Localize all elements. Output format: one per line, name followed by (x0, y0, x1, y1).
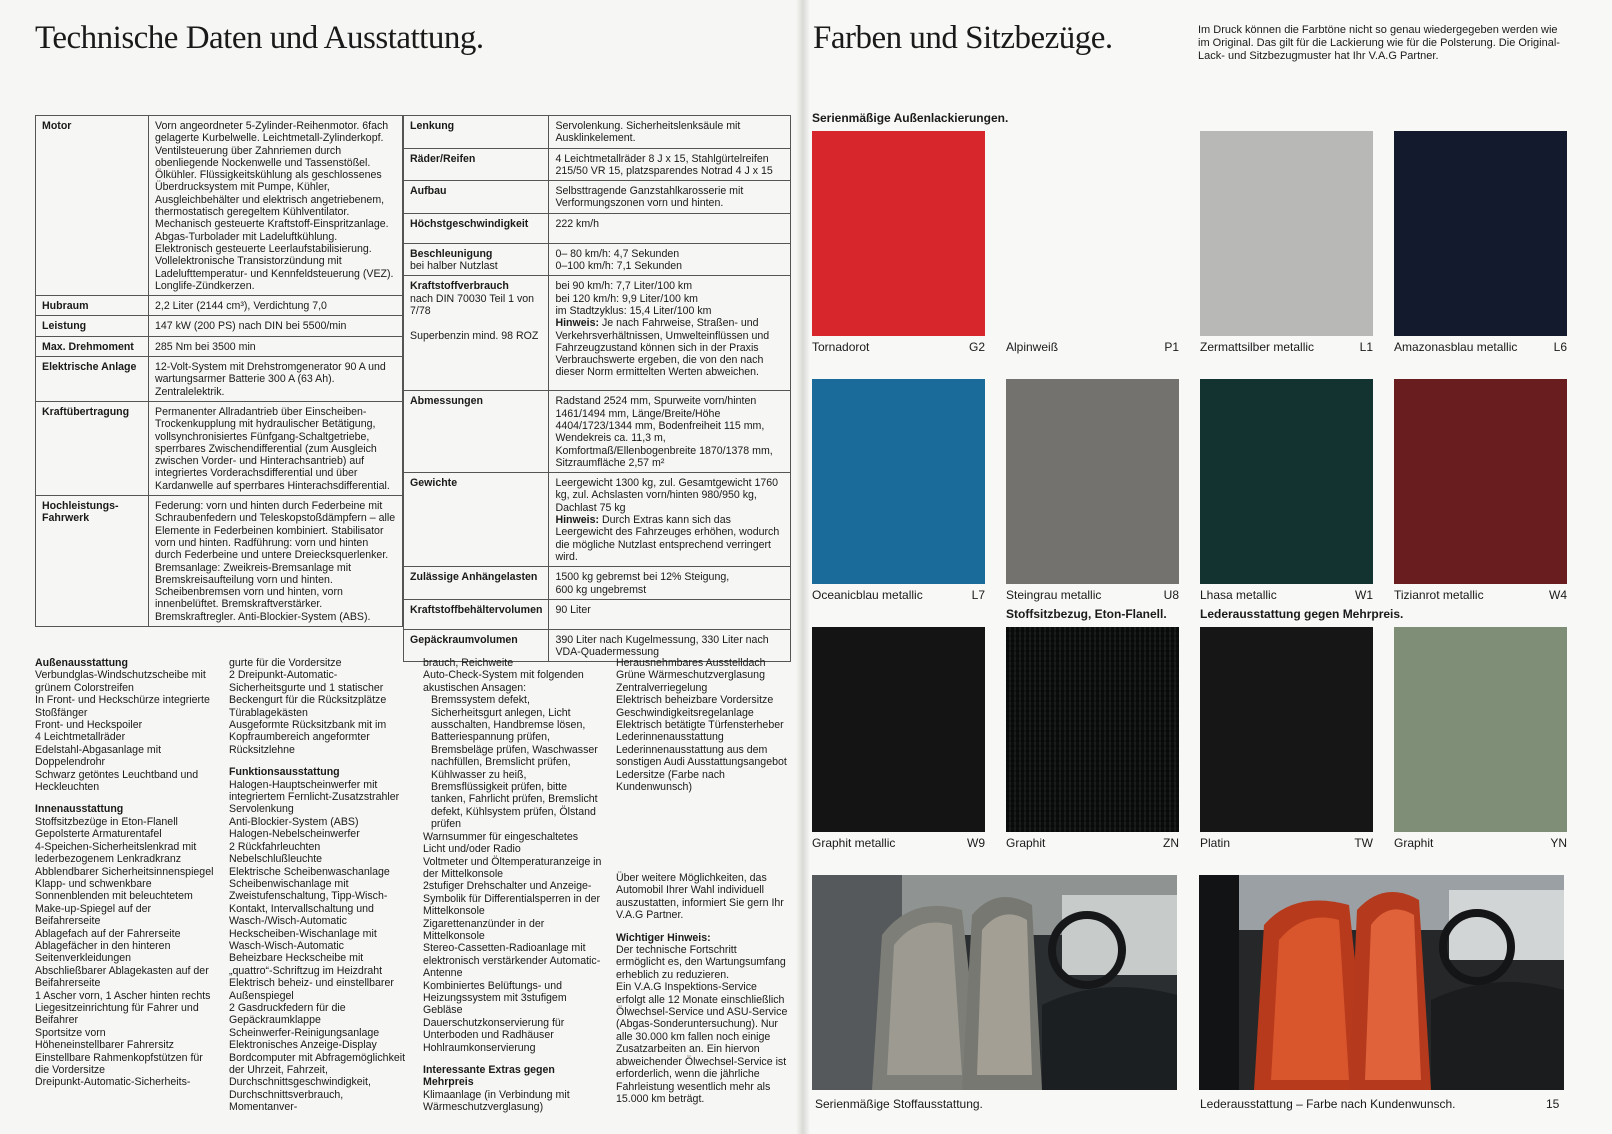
equipment-item: Halogen-Hauptscheinwerfer mit integriertem Fernlicht-Zusatzstrahler (229, 778, 400, 804)
equipment-heading: Funktionsausstattung (229, 766, 340, 779)
equipment-item: 1 Ascher vorn, 1 Ascher hinten rechts (35, 989, 211, 1002)
equipment-item: Ablagefächer in den hinteren Seitenverkleidungen (35, 939, 171, 965)
equipment-item: Hohlraumkonservierung (423, 1041, 536, 1054)
equipment-item: Türablagekästen (229, 706, 308, 719)
spec-table-left (35, 115, 403, 627)
swatch-caption (1006, 836, 1179, 850)
spec-label: Kraftübertragung (36, 401, 149, 495)
spec-row (404, 148, 791, 181)
spec-value: Federung: vorn und hinten durch Federbeine mit Schraubenfedern und Teleskopstoßdämpfern – alle Elemente in Federbeinen kombiniert. Stabilisator vorn und hinten. Radführung: vorn und hinten durch Federbeine und untere Dreiecksquerlenker. Bremsanlage: Zweikreis-Bremsanlage mit Bremskreisaufteilung vorn und hinten. Scheibenbremsen vorn und hinten, vorn innenbelüftet. Bremskraftverstärker. Bremskraftregler. Anti-Blockier-System (ABS). (149, 496, 403, 627)
section-heading-paint: Serienmäßige Außenlackierungen. (812, 111, 1009, 125)
equipment-item: Grüne Wärmeschutzverglasung (616, 669, 765, 682)
swatch-caption (1200, 836, 1373, 850)
spec-label-sub: bei halber Nutzlast (410, 260, 498, 273)
spec-label (404, 567, 549, 600)
equipment-item: Einstellbare Rahmenkopfstützen für die Vordersitze (35, 1051, 203, 1076)
spec-row (404, 276, 791, 391)
equipment-item: Gepolsterte Armaturentafel (35, 828, 162, 841)
spec-value-text: 390 Liter nach Kugelmessung, 330 Liter nach VDA-Quadermessung (555, 633, 769, 659)
swatch-name: Steingrau metallic (1006, 588, 1102, 602)
spec-row (36, 336, 403, 356)
equipment-item: Dauerschutzkonservierung für Unterboden und Radhäuser (423, 1016, 565, 1042)
equipment-heading: Innenausstattung (35, 803, 124, 816)
spec-label-text: Höchstgeschwindigkeit (410, 217, 529, 230)
color-swatch (1200, 627, 1373, 832)
spec-row (404, 181, 791, 214)
equipment-column-2 (229, 657, 409, 1114)
spec-value-text: bei 90 km/h: 7,7 Liter/100 km bei 120 km/h: 9,9 Liter/100 km im Stadtzyklus: 15,4 Liter/100 km (555, 280, 712, 317)
spec-label-text: Gepäckraumvolumen (410, 633, 518, 646)
spec-label-sub: nach DIN 70030 Teil 1 von 7/78 Superbenzin mind. 98 ROZ (410, 292, 539, 342)
equipment-item: Lederinnenausstattung (616, 731, 724, 744)
spec-value (549, 599, 791, 629)
equipment-item: Bordcomputer mit Abfragemöglichkeit der Uhrzeit, Fahrzeit, Durchschnittsgeschwindigkeit, Durchschnittsverbrauch, Momentanver- (229, 1051, 406, 1114)
spec-label (404, 116, 549, 149)
spec-label-text: Räder/Reifen (410, 152, 476, 165)
equipment-item: Bremssystem defekt, Sicherheitsgurt anlegen, Licht ausschalten, Handbremse lösen, Batteriespannung prüfen, Bremsbeläge prüfen, Waschwasser nachfüllen, Bremslicht prüfen, Kühlwasser zu heiß, Bremsflüssigkeit prüfen, bitte tanken, Fahrlicht prüfen, Bremslicht defekt, Kühlsystem prüfen, Ölstand prüfen (431, 694, 598, 831)
equipment-item: Zigarettenanzünder in der Mittelkonsole (423, 917, 545, 942)
spec-row (36, 496, 403, 627)
spec-row (404, 473, 791, 567)
spec-row (36, 296, 403, 316)
equipment-item: Elektrisch beheiz- und einstellbarer Außenspiegel (229, 977, 394, 1002)
leather-interior-image (1199, 875, 1564, 1090)
spec-value-text: Servolenkung. Sicherheitslenksäule mit Ausklinkelement. (555, 120, 741, 145)
swatch-caption (812, 588, 985, 602)
spec-value: Permanenter Allradantrieb über Einscheiben-Trockenkupplung mit hydraulischer Betätigung, vollsynchronisiertes Fünfgang-Schaltgetriebe, sperrbares Zwischendifferential (zum Ausgleich zwischen Vorder- und Hinterachsantrieb) auf integriertes Vorderachsdifferential und über Kardanwelle auf sperrbares Hinterachsdifferential. (149, 401, 403, 495)
spec-value-text: Leergewicht 1300 kg, zul. Gesamtgewicht 1760 kg, zul. Achslasten vorn/hinten 980/950 kg, Dachlast 75 kg (555, 477, 779, 514)
equipment-item: Klimaanlage (in Verbindung mit Wärmeschutzverglasung) (423, 1088, 570, 1114)
spec-value (549, 391, 791, 473)
spec-label: Hochleistungs-Fahrwerk (36, 496, 149, 627)
swatch-name: Graphit metallic (812, 836, 896, 850)
spec-value: 147 kW (200 PS) nach DIN bei 5500/min (149, 316, 403, 336)
swatch-name: Zermattsilber metallic (1200, 340, 1315, 354)
spec-label (404, 473, 549, 567)
spec-value: 12-Volt-System mit Drehstromgenerator 90 A und wartungsarmer Batterie 300 A (63 Ah). Zentralelektrik. (149, 357, 403, 402)
swatch-name: Tornadorot (812, 340, 870, 354)
spec-label-text: Aufbau (410, 185, 447, 198)
spec-value-text: 1500 kg gebremst bei 12% Steigung, 600 kg ungebremst (555, 571, 730, 596)
spec-table-right (403, 115, 791, 662)
spec-value-text: Selbsttragende Ganzstahlkarosserie mit Verformungszonen vorn und hinten. (555, 185, 744, 210)
spec-label: Leistung (36, 316, 149, 336)
equipment-item: Abschließbarer Ablagekasten auf der Beifahrerseite (35, 964, 209, 990)
equipment-item: Ein V.A.G Inspektions-Service erfolgt alle 12 Monate einschließlich Ölwechsel-Service und ASU-Service (Abgas-Sonderuntersuchung). Nur alle 30.000 km fallen noch einige Zusatzarbeiten an. Ein hiervon abweichender Ölwechsel-Service ist erforderlich, wenn die jährliche Fahrleistung wesentlich mehr als 15.000 km beträgt. (616, 981, 788, 1105)
equipment-item: Ausgeformte Rücksitzbank mit im Kopfraumbereich angeformter Rücksitzlehne (229, 719, 387, 756)
spec-label-text: Zulässige Anhängelasten (410, 571, 538, 584)
equipment-column-4 (616, 657, 788, 793)
swatch-name: Alpinweiß (1006, 340, 1059, 354)
equipment-item: Elektrisch betätigte Türfensterheber (616, 719, 784, 732)
swatch-name: Lhasa metallic (1200, 588, 1277, 602)
spec-label: Max. Drehmoment (36, 336, 149, 356)
equipment-column-3 (423, 657, 603, 1114)
swatch-caption (1006, 340, 1179, 354)
equipment-item: Liegesitzeinrichtung für Fahrer und Beifahrer (35, 1001, 199, 1027)
spec-label: Elektrische Anlage (36, 357, 149, 402)
swatch-code: YN (1550, 836, 1567, 850)
cloth-interior-photo (812, 875, 1177, 1090)
equipment-item: Lederinnenausstattung aus dem sonstigen Audi Ausstattungsangebot (616, 743, 787, 769)
equipment-item: Elektronisches Anzeige-Display (229, 1039, 377, 1052)
swatch-caption (1394, 836, 1567, 850)
spec-value (549, 243, 791, 276)
equipment-item: Abblendbarer Sicherheitsinnenspiegel (35, 865, 214, 878)
spec-label: Motor (36, 116, 149, 296)
color-swatch (1006, 627, 1179, 832)
equipment-item: Höheneinstellbarer Fahrersitz (35, 1039, 174, 1052)
swatch-code: TW (1354, 836, 1373, 850)
equipment-item: Scheibenwischanlage mit Zweistufenschaltung, Tipp-Wisch-Kontakt, Intervallschaltung und Wasch-/Wisch-Automatic (229, 877, 388, 928)
page-title-right: Farben und Sitzbezüge. (813, 20, 1113, 56)
section-heading-fabric: Stoffsitzbezug, Eton-Flanell. (1006, 607, 1167, 621)
equipment-item: Stoffsitzbezüge in Eton-Flanell (35, 815, 178, 828)
spec-value-text: 90 Liter (555, 603, 591, 616)
equipment-item: 2 Dreipunkt-Automatic-Sicherheitsgurte und 1 statischer Beckengurt für die Rücksitzplätze (229, 669, 387, 707)
spec-value: 285 Nm bei 3500 min (149, 336, 403, 356)
equipment-item: Dreipunkt-Automatic-Sicherheits- (35, 1076, 191, 1089)
swatch-name: Graphit (1394, 836, 1434, 850)
swatch-code: U8 (1163, 588, 1179, 602)
spec-hint-label: Hinweis: (555, 317, 599, 330)
swatch-code: L6 (1553, 340, 1567, 354)
spec-label-text: Kraftstoffverbrauch (410, 280, 509, 293)
spec-label-text: Gewichte (410, 477, 458, 490)
spec-label-text: Kraftstoffbehältervolumen (410, 603, 543, 616)
leather-interior-photo (1199, 875, 1564, 1090)
equipment-item: 2 Rückfahrleuchten (229, 840, 321, 853)
swatch-name: Platin (1200, 836, 1231, 850)
equipment-item: Verbundglas-Windschutzscheibe mit grünem Colorstreifen (35, 669, 206, 694)
spec-value (549, 181, 791, 214)
color-swatch (1200, 131, 1373, 336)
color-swatch (1394, 379, 1567, 584)
equipment-item: Auto-Check-System mit folgenden akustischen Ansagen: (423, 669, 584, 694)
swatch-caption (1200, 340, 1373, 354)
equipment-item: Edelstahl-Abgasanlage mit Doppelendrohr (35, 743, 162, 769)
swatch-code: W1 (1355, 588, 1373, 602)
swatch-code: L1 (1359, 340, 1373, 354)
spec-value-text: 0– 80 km/h: 4,7 Sekunden 0–100 km/h: 7,1 Sekunden (555, 247, 683, 273)
page-gutter (796, 0, 810, 1134)
swatch-caption (1006, 588, 1179, 602)
spec-label (404, 148, 549, 181)
spec-value-text: 222 km/h (555, 217, 600, 230)
spec-hint-text: Durch Extras kann sich das Leergewicht des Fahrzeuges erhöhen, wodurch die mögliche Nutzlast entsprechend verringert wird. (555, 514, 780, 563)
equipment-item: Beheizbare Heckscheibe mit „quattro“-Schriftzug im Heizdraht (229, 952, 383, 977)
spec-label-text: Lenkung (410, 120, 455, 132)
spec-label (404, 243, 549, 276)
spec-value (549, 213, 791, 243)
color-print-note: Im Druck können die Farbtöne nicht so genau wiedergegeben werden wie im Original. Das gilt für die Lackierung wie für die Polsterung. Die Original-Lack- und Sitzbezugmuster hat Ihr V.A.G Partner. (1198, 24, 1560, 62)
spec-value-text: 4 Leichtmetallräder 8 J x 15, Stahlgürtelreifen 215/50 VR 15, platzsparendes Notrad 4 J x 15 (555, 152, 773, 177)
spec-row (404, 116, 791, 149)
spec-hint (555, 317, 784, 378)
equipment-heading: Interessante Extras gegen Mehrpreis (423, 1064, 555, 1089)
equipment-item: Voltmeter und Öltemperaturanzeige in der Mittelkonsole (423, 855, 602, 880)
spec-row (404, 243, 791, 276)
spec-label: Hubraum (36, 296, 149, 316)
color-swatch (1394, 131, 1567, 336)
equipment-item: 2 Gasdruckfedern für die Gepäckraumklappe (229, 1001, 346, 1027)
spec-value (549, 276, 791, 391)
equipment-item: Ledersitze (Farbe nach Kundenwunsch) (616, 768, 725, 794)
spec-label (404, 276, 549, 391)
spec-label (404, 599, 549, 629)
equipment-item: Nebelschlußleuchte (229, 853, 323, 866)
spec-row (404, 567, 791, 600)
swatch-caption (1394, 588, 1567, 602)
spec-row (404, 599, 791, 629)
color-swatch (1394, 627, 1567, 832)
swatch-code: P1 (1164, 340, 1179, 354)
equipment-item: 2stufiger Drehschalter und Anzeige-Symbolik für Differentialsperren in der Mittelkonsole (423, 880, 601, 918)
spec-row (36, 316, 403, 336)
equipment-item: 4-Speichen-Sicherheitslenkrad mit lederbezogenem Lenkradkranz (35, 840, 197, 866)
equipment-item: brauch, Reichweite (423, 657, 514, 669)
spec-hint-label: Hinweis: (555, 514, 599, 527)
equipment-column-1 (35, 657, 215, 1089)
color-swatch (1200, 379, 1373, 584)
spec-hint-text: Je nach Fahrweise, Straßen- und Verkehrsverhältnissen, Umwelteinflüssen und Fahrzeugzustand können sich in der Praxis Verbrauchswerte ergeben, die von den nach dieser Norm ermittelten Werten abweichen. (555, 317, 770, 379)
equipment-item: Sportsitze vorn (35, 1026, 106, 1039)
equipment-item: Warnsummer für eingeschaltetes Licht und/oder Radio (423, 830, 579, 856)
spec-row (36, 116, 403, 296)
swatch-caption (812, 340, 985, 354)
section-heading-leather: Lederausstattung gegen Mehrpreis. (1200, 607, 1404, 621)
equipment-heading: Wichtiger Hinweis: (616, 931, 711, 944)
equipment-item: Halogen-Nebelscheinwerfer (229, 828, 360, 841)
equipment-item: Zentralverriegelung (616, 681, 708, 694)
equipment-item: Klapp- und schwenkbare Sonnenblenden mit beleuchtetem Make-up-Spiegel auf der Beifahrerseite (35, 877, 193, 928)
equipment-column-4-notes (616, 872, 788, 1105)
page-number: 15 (1546, 1097, 1560, 1111)
swatch-caption (1394, 340, 1567, 354)
spec-value (549, 148, 791, 181)
spec-label (404, 181, 549, 214)
spec-label-text: Beschleunigung (410, 247, 493, 260)
swatch-caption (812, 836, 985, 850)
spec-value (549, 473, 791, 567)
equipment-item: Elektrisch beheizbare Vordersitze (616, 694, 774, 707)
swatch-caption (1200, 588, 1373, 602)
leather-interior-caption: Lederausstattung – Farbe nach Kundenwunsch. (1200, 1097, 1456, 1111)
color-swatch (812, 627, 985, 832)
equipment-item: Elektrische Scheibenwaschanlage (229, 865, 390, 878)
swatch-code: L7 (971, 588, 985, 602)
equipment-item: Ablagefach auf der Fahrerseite (35, 927, 181, 940)
spec-row (404, 213, 791, 243)
equipment-item: Schwarz getöntes Leuchtband und Heckleuchten (35, 768, 199, 794)
spec-row (36, 357, 403, 402)
equipment-item: Kombiniertes Belüftungs- und Heizungssystem mit 3stufigem Gebläse (423, 979, 567, 1017)
equipment-item: Heckscheiben-Wischanlage mit Wasch-Wisch-Automatic (229, 927, 377, 952)
spec-value (549, 116, 791, 149)
swatch-code: W9 (967, 836, 985, 850)
equipment-item: In Front- und Heckschürze integrierte Stoßfänger (35, 694, 210, 719)
swatch-code: W4 (1549, 588, 1567, 602)
equipment-item: Front- und Heckspoiler (35, 719, 143, 732)
spec-row (404, 391, 791, 473)
spec-label (404, 213, 549, 243)
color-swatch (812, 131, 985, 336)
equipment-item: Über weitere Möglichkeiten, das Automobil Ihrer Wahl individuell auszustatten, informiert Sie gern Ihr V.A.G Partner. (616, 872, 784, 922)
equipment-item: gurte für die Vordersitze (229, 657, 342, 669)
color-swatch (1006, 131, 1179, 336)
color-swatch (812, 379, 985, 584)
cloth-interior-caption: Serienmäßige Stoffausstattung. (815, 1097, 983, 1111)
equipment-item: Der technische Fortschritt ermöglicht es, den Wartungsumfang erheblich zu reduzieren. (616, 944, 786, 981)
page-title-left: Technische Daten und Ausstattung. (35, 20, 484, 56)
spec-row (36, 401, 403, 495)
swatch-name: Tizianrot metallic (1394, 588, 1484, 602)
equipment-item: Geschwindigkeitsregelanlage (616, 706, 754, 719)
equipment-item: 4 Leichtmetallräder (35, 731, 126, 744)
equipment-item: Stereo-Cassetten-Radioanlage mit elektronisch verstärkender Automatic-Antenne (423, 942, 601, 980)
swatch-name: Oceanicblau metallic (812, 588, 923, 602)
spec-value (549, 567, 791, 600)
equipment-heading: Außenausstattung (35, 657, 128, 669)
equipment-item: Servolenkung (229, 803, 294, 816)
equipment-item: Herausnehmbares Ausstelldach (616, 657, 766, 669)
swatch-code: ZN (1163, 836, 1179, 850)
spec-hint (555, 514, 784, 563)
equipment-item: Anti-Blockier-System (ABS) (229, 815, 359, 828)
spec-label (404, 391, 549, 473)
spec-value: 2,2 Liter (2144 cm³), Verdichtung 7,0 (149, 296, 403, 316)
spec-value-text: Radstand 2524 mm, Spurweite vorn/hinten 1461/1494 mm, Länge/Breite/Höhe 4404/1723/1344 mm, Bodenfreiheit 115 mm, Wendekreis ca. 11,3 m, Komfortmaß/Ellenbogenbreite 1870/1378 mm, Sitzraumfläche 2,57 m² (555, 395, 773, 469)
swatch-code: G2 (968, 340, 985, 354)
swatch-name: Graphit (1006, 836, 1046, 850)
spec-value: Vorn angeordneter 5-Zylinder-Reihenmotor. 6fach gelagerte Kurbelwelle. Leichtmetall-Zylinderkopf. Ventilsteuerung über Zahnriemen durch obenliegende Nockenwelle und Tassenstößel. Ölkühler. Flüssigkeitskühlung als geschlossenes Überdrucksystem mit Pumpe, Kühler, Ausgleichbehälter und elektrisch angetriebenem, thermostatisch geregeltem Kühlventilator. Mechanisch gesteuerte Kraftstoff-Einspritzanlage. Abgas-Turbolader mit Ladeluftkühlung. Elektronisch gesteuerte Leerlaufstabilisierung. Vollelektronische Transistorzündung mit Ladelufttemperatur- und Kennfeldsteuerung (VEZ). Longlife-Zündkerzen. (149, 116, 403, 296)
swatch-name: Amazonasblau metallic (1394, 340, 1518, 354)
cloth-interior-image (812, 875, 1177, 1090)
color-swatch (1006, 379, 1179, 584)
equipment-item: Scheinwerfer-Reinigungsanlage (229, 1026, 380, 1039)
spec-label-text: Abmessungen (410, 395, 483, 408)
